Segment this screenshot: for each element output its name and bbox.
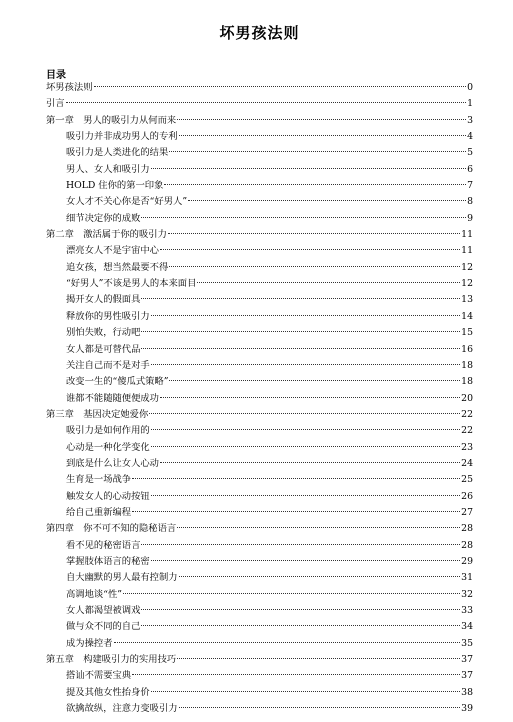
toc-entry-title: 改变一生的“傻瓜式策略” [66, 376, 169, 388]
toc-section-entry[interactable] [46, 374, 473, 390]
toc-section-entry[interactable] [46, 129, 473, 145]
table-of-contents [46, 80, 473, 717]
dot-leader [160, 249, 460, 250]
toc-entry-title: 别怕失败，行动吧 [66, 327, 141, 339]
dot-leader [132, 674, 460, 675]
toc-section-entry[interactable] [46, 505, 473, 521]
toc-entry-title: 揭开女人的假面具 [66, 294, 141, 306]
dot-leader [151, 495, 460, 496]
toc-section-entry[interactable] [46, 211, 473, 227]
toc-page-number: 23 [461, 441, 473, 453]
toc-page-number: 7 [467, 180, 473, 192]
document-title: 坏男孩法则 [219, 24, 300, 42]
dot-leader [141, 331, 460, 332]
toc-entry-title: 漂亮女人不是宇宙中心 [66, 245, 159, 257]
toc-page-number: 0 [467, 82, 473, 93]
toc-entry-title: 女人才不关心你是否“好男人” [66, 196, 188, 208]
toc-entry-title: “好男人”不该是男人的本来面目 [66, 278, 197, 290]
toc-entry-title: HOLD 住你的第一印象 [66, 180, 164, 192]
toc-entry-title: 第四章 你不可不知的隐秘语言 [46, 523, 177, 535]
dot-leader [197, 282, 460, 283]
toc-page-number: 33 [461, 605, 473, 616]
dot-leader [179, 135, 467, 136]
dot-leader [141, 217, 466, 218]
toc-page-number: 5 [467, 147, 473, 159]
toc-page-number: 22 [461, 408, 473, 420]
toc-page-number: 26 [461, 490, 473, 502]
toc-section-entry[interactable] [46, 358, 473, 374]
toc-section-entry[interactable] [46, 456, 473, 472]
dot-leader [141, 544, 460, 545]
toc-section-entry[interactable] [46, 292, 473, 308]
toc-page-number: 9 [467, 212, 473, 224]
toc-entry-title: 吸引力是如何作用的 [66, 425, 150, 437]
toc-section-entry[interactable] [46, 538, 473, 554]
dot-leader [177, 119, 466, 120]
toc-page-number: 38 [461, 686, 473, 698]
dot-leader [177, 658, 460, 659]
toc-section-entry[interactable] [46, 342, 473, 358]
toc-entry-title: 第三章 基因决定她爱你 [46, 408, 149, 420]
toc-chapter-entry[interactable] [46, 113, 473, 129]
toc-entry-title: 引言 [46, 98, 65, 110]
toc-page-number: 22 [461, 425, 473, 437]
toc-section-entry[interactable] [46, 701, 473, 717]
toc-page-number: 16 [461, 343, 473, 355]
toc-entry-title: 关注自己而不是对手 [66, 359, 150, 371]
toc-page-number: 24 [461, 457, 473, 469]
dot-leader [160, 397, 460, 398]
toc-page-number: 35 [461, 637, 473, 649]
dot-leader [151, 168, 466, 169]
toc-page-number: 29 [461, 555, 473, 567]
toc-entry-title: 搭讪不需要宝典 [66, 670, 132, 682]
toc-chapter-entry[interactable] [46, 652, 473, 668]
toc-section-entry[interactable] [46, 603, 473, 619]
toc-page-number: 34 [461, 621, 473, 633]
toc-page-number: 4 [467, 131, 473, 143]
toc-section-entry[interactable] [46, 243, 473, 259]
toc-entry-title: 男人、女人和吸引力 [66, 163, 150, 175]
toc-page-number: 31 [461, 572, 473, 584]
dot-leader [151, 429, 460, 430]
toc-section-entry[interactable] [46, 636, 473, 652]
dot-leader [141, 625, 460, 626]
dot-leader [179, 707, 461, 708]
toc-entry-title: 到底是什么让女人心动 [66, 457, 159, 469]
toc-page-number: 37 [461, 654, 473, 666]
toc-entry-title: 看不见的秘密语言 [66, 539, 141, 551]
toc-page-number: 11 [461, 229, 473, 241]
toc-heading: 目录 [46, 70, 66, 81]
toc-page-number: 25 [461, 474, 473, 486]
dot-leader [151, 364, 460, 365]
dot-leader [151, 446, 460, 447]
toc-entry-title: 第一章 男人的吸引力从何而来 [46, 114, 177, 126]
toc-page-number: 1 [467, 98, 473, 110]
dot-leader [141, 609, 460, 610]
toc-entry-title: 释放你的男性吸引力 [66, 310, 150, 322]
toc-entry-title: 高调地谈“性” [66, 588, 122, 600]
toc-entry-title: 自大幽默的男人最有控制力 [66, 572, 178, 584]
toc-entry-title: 吸引力是人类进化的结果 [66, 147, 169, 159]
toc-section-entry[interactable] [46, 587, 473, 603]
toc-chapter-entry[interactable] [46, 96, 473, 112]
toc-page-number: 8 [467, 196, 473, 208]
dot-leader [141, 298, 460, 299]
toc-section-entry[interactable] [46, 619, 473, 635]
toc-section-entry[interactable] [46, 423, 473, 439]
toc-entry-title: 第二章 激活属于你的吸引力 [46, 229, 167, 241]
toc-page-number: 3 [467, 114, 473, 126]
dot-leader [164, 184, 466, 185]
dot-leader [177, 527, 460, 528]
dot-leader [169, 266, 460, 267]
dot-leader [94, 86, 467, 87]
toc-page-number: 27 [461, 506, 473, 518]
toc-chapter-entry[interactable] [46, 80, 473, 96]
toc-page-number: 32 [461, 588, 473, 600]
toc-page-number: 14 [461, 310, 473, 322]
toc-page-number: 39 [461, 703, 473, 715]
toc-entry-title: 触发女人的心动按钮 [66, 490, 150, 502]
toc-page-number: 13 [461, 294, 473, 306]
toc-chapter-entry[interactable] [46, 227, 473, 243]
toc-entry-title: 成为操控者 [66, 637, 113, 649]
dot-leader [114, 642, 461, 643]
toc-chapter-entry[interactable] [46, 407, 473, 423]
toc-entry-title: 生育是一场战争 [66, 474, 132, 486]
toc-section-entry[interactable] [46, 472, 473, 488]
toc-page-number: 18 [461, 376, 473, 388]
toc-entry-title: 追女孩，想当然最要不得 [66, 261, 169, 273]
toc-section-entry[interactable] [46, 145, 473, 161]
toc-section-entry[interactable] [46, 276, 473, 292]
toc-section-entry[interactable] [46, 685, 473, 701]
toc-page-number: 37 [461, 670, 473, 682]
toc-entry-title: 女人都渴望被调戏 [66, 605, 141, 616]
toc-entry-title: 坏男孩法则 [46, 82, 93, 93]
toc-page-number: 18 [461, 359, 473, 371]
dot-leader [188, 200, 466, 201]
toc-page-number: 11 [461, 245, 473, 257]
toc-entry-title: 掌握肢体语言的秘密 [66, 555, 150, 567]
dot-leader [141, 348, 460, 349]
toc-section-entry[interactable] [46, 178, 473, 194]
toc-page-number: 28 [461, 539, 473, 551]
dot-leader [132, 511, 460, 512]
dot-leader [149, 413, 460, 414]
toc-entry-title: 第五章 构建吸引力的实用技巧 [46, 654, 177, 666]
toc-page-number: 12 [461, 278, 473, 290]
toc-page-number: 20 [461, 392, 473, 404]
dot-leader [66, 102, 466, 103]
dot-leader [151, 560, 460, 561]
toc-section-entry[interactable] [46, 162, 473, 178]
toc-section-entry[interactable] [46, 260, 473, 276]
toc-chapter-entry[interactable] [46, 521, 473, 537]
toc-entry-title: 女人都是可替代品 [66, 343, 141, 355]
toc-entry-title: 吸引力并非成功男人的专利 [66, 131, 178, 143]
toc-page-number: 15 [461, 327, 473, 339]
dot-leader [168, 233, 460, 234]
dot-leader [132, 478, 460, 479]
toc-entry-title: 做与众不同的自己 [66, 621, 141, 633]
toc-section-entry[interactable] [46, 554, 473, 570]
toc-section-entry[interactable] [46, 194, 473, 210]
dot-leader [123, 593, 460, 594]
toc-section-entry[interactable] [46, 668, 473, 684]
toc-entry-title: 心动是一种化学变化 [66, 441, 150, 453]
dot-leader [169, 151, 466, 152]
dot-leader [151, 691, 460, 692]
dot-leader [169, 380, 460, 381]
toc-section-entry[interactable] [46, 309, 473, 325]
toc-page-number: 12 [461, 261, 473, 273]
dot-leader [151, 315, 460, 316]
toc-section-entry[interactable] [46, 440, 473, 456]
dot-leader [160, 462, 460, 463]
dot-leader [179, 576, 461, 577]
toc-section-entry[interactable] [46, 391, 473, 407]
toc-entry-title: 欲擒故纵，注意力变吸引力 [66, 703, 178, 715]
toc-page-number: 28 [461, 523, 473, 535]
toc-page-number: 6 [467, 163, 473, 175]
toc-section-entry[interactable] [46, 570, 473, 586]
toc-entry-title: 提及其他女性抬身价 [66, 686, 150, 698]
toc-entry-title: 细节决定你的成败 [66, 212, 141, 224]
toc-entry-title: 谁都不能随随便便成功 [66, 392, 159, 404]
toc-section-entry[interactable] [46, 325, 473, 341]
toc-entry-title: 给自己重新编程 [66, 506, 132, 518]
toc-section-entry[interactable] [46, 489, 473, 505]
